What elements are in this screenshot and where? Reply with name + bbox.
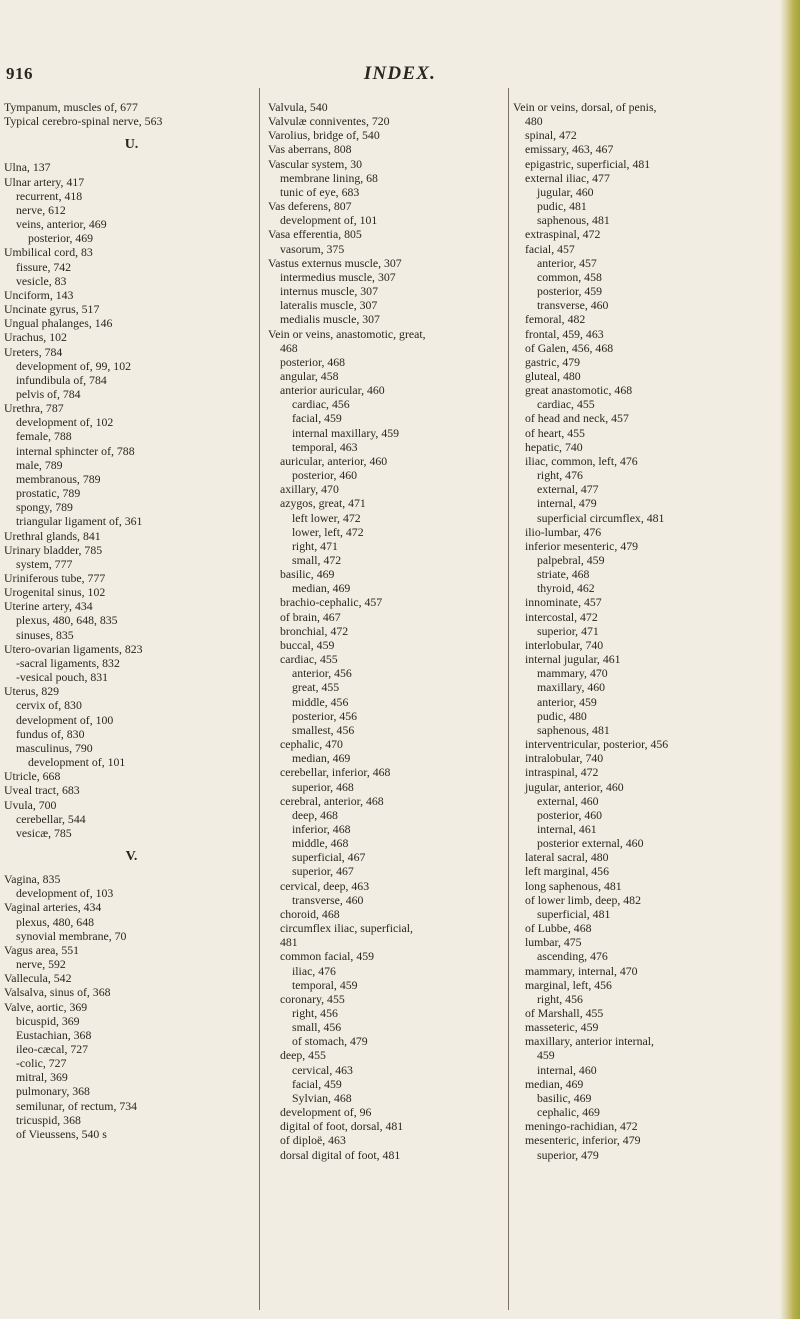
index-subentry: small, 472: [292, 553, 342, 567]
index-entry: Ulnar artery, 417: [4, 174, 85, 189]
index-subentry: nerve, 612: [16, 202, 66, 217]
index-subentry: mammary, 470: [537, 666, 608, 681]
index-subentry: femoral, 482: [525, 312, 586, 327]
index-subentry: nerve, 592: [16, 957, 66, 972]
index-subentry: masculinus, 790: [16, 740, 93, 755]
index-subentry: posterior, 468: [280, 354, 346, 369]
index-subentry: right, 456: [537, 991, 583, 1006]
index-subentry: cardiac, 455: [280, 652, 338, 667]
index-entry: Vagus area, 551: [4, 942, 80, 957]
index-subentry: internal, 479: [537, 496, 597, 511]
index-subentry: lateral sacral, 480: [525, 850, 609, 865]
index-subentry: internal, 461: [537, 821, 597, 836]
index-subentry: development of, 99, 102: [16, 358, 131, 373]
index-subentry: semilunar, of rectum, 734: [16, 1098, 138, 1113]
index-subentry: cephalic, 470: [280, 737, 343, 752]
index-subentry: internal maxillary, 459: [292, 425, 400, 440]
index-column-3: [513, 100, 765, 1162]
index-entry: Ulna, 137: [4, 160, 51, 175]
index-subentry: of lower limb, deep, 482: [525, 892, 641, 907]
index-subentry: iliac, 476: [292, 963, 336, 978]
index-subentry: posterior, 469: [28, 231, 94, 246]
index-subentry: sinuses, 835: [16, 627, 74, 642]
index-subentry: vasorum, 375: [280, 241, 345, 256]
index-subentry: maxillary, anterior internal,: [525, 1034, 654, 1049]
index-subentry: vesicæ, 785: [16, 825, 72, 840]
index-entry: Uterine artery, 434: [4, 599, 93, 614]
index-subentry: left marginal, 456: [525, 864, 609, 879]
index-subentry: ilio-lumbar, 476: [525, 524, 602, 539]
index-entry: Vas deferens, 807: [268, 199, 352, 214]
index-subentry: superior, 468: [292, 779, 354, 794]
index-subentry: facial, 457: [525, 241, 575, 256]
index-subentry: triangular ligament of, 361: [16, 514, 143, 529]
index-subentry: of Galen, 456, 468: [525, 340, 614, 355]
index-subentry: intralobular, 740: [525, 751, 604, 766]
index-subentry: temporal, 463: [292, 439, 358, 454]
index-subentry: great anastomotic, 468: [525, 383, 633, 398]
index-entry: Vein or veins, anastomotic, great,: [268, 326, 426, 341]
index-subentry: development of, 101: [280, 213, 378, 228]
index-entry: Uveal tract, 683: [4, 783, 80, 798]
index-subentry: cephalic, 469: [537, 1105, 600, 1120]
index-entry: Vaginal arteries, 434: [4, 900, 102, 915]
index-subentry: azygos, great, 471: [280, 496, 366, 511]
index-subentry: right, 456: [292, 1006, 338, 1020]
index-subentry: of head and neck, 457: [525, 411, 629, 426]
index-subentry: angular, 458: [280, 368, 339, 383]
index-subentry: spongy, 789: [16, 500, 73, 515]
index-subentry: buccal, 459: [280, 637, 335, 652]
index-entry: Vallecula, 542: [4, 971, 72, 986]
index-entry: Vein or veins, dorsal, of penis,: [513, 100, 657, 114]
index-entry: Ureters, 784: [4, 344, 63, 359]
index-subentry: external, 460: [537, 793, 599, 808]
index-subentry: circumflex iliac, superficial,: [280, 921, 413, 936]
index-subentry: plexus, 480, 648: [16, 914, 94, 929]
index-subentry: intermedius muscle, 307: [280, 269, 396, 284]
index-subentry: cervical, 463: [292, 1062, 353, 1077]
page-edge: [780, 0, 800, 1319]
index-subentry: -vesical pouch, 831: [16, 670, 109, 685]
index-subentry: vesicle, 83: [16, 273, 67, 288]
index-subentry: cerebral, anterior, 468: [280, 793, 384, 808]
index-subentry: middle, 456: [292, 694, 349, 709]
index-subentry: digital of foot, dorsal, 481: [280, 1119, 404, 1134]
index-subentry: system, 777: [16, 556, 73, 571]
index-subentry: development of, 102: [16, 415, 114, 430]
column-rule: [508, 88, 509, 1310]
page-number: 916: [6, 64, 33, 83]
index-subentry: masseteric, 459: [525, 1020, 599, 1035]
index-subentry: median, 469: [292, 581, 351, 596]
index-entry: Urethra, 787: [4, 401, 64, 416]
index-entry: Typical cerebro-spinal nerve, 563: [4, 114, 163, 129]
index-subentry: recurrent, 418: [16, 188, 83, 203]
index-entry: Urachus, 102: [4, 330, 67, 345]
index-subentry: palpebral, 459: [537, 553, 605, 567]
index-subentry: of Lubbe, 468: [525, 921, 592, 936]
index-entry: Valve, aortic, 369: [4, 999, 88, 1014]
index-subentry: median, 469: [292, 751, 351, 766]
index-subentry: epigastric, superficial, 481: [525, 156, 651, 171]
index-subentry: cardiac, 456: [292, 397, 350, 412]
index-subentry: Sylvian, 468: [292, 1090, 352, 1105]
index-subentry: male, 789: [16, 457, 63, 472]
index-subentry: cardiac, 455: [537, 397, 595, 412]
index-subentry: right, 476: [537, 468, 583, 483]
index-subentry: inferior mesenteric, 479: [525, 538, 639, 553]
index-entry: Utero-ovarian ligaments, 823: [4, 641, 143, 656]
index-subentry: gastric, 479: [525, 354, 581, 369]
index-subentry: intercostal, 472: [525, 609, 598, 624]
index-letter-heading: V.: [125, 848, 138, 864]
index-subentry: basilic, 469: [537, 1090, 592, 1105]
index-subentry: jugular, anterior, 460: [525, 779, 624, 794]
index-subentry: of Marshall, 455: [525, 1006, 604, 1020]
index-entry: Valsalva, sinus of, 368: [4, 985, 111, 1000]
index-subentry: superior, 479: [537, 1147, 599, 1162]
index-subentry: -colic, 727: [16, 1056, 67, 1071]
index-subentry: plexus, 480, 648, 835: [16, 613, 118, 628]
index-subentry: internal sphincter of, 788: [16, 443, 135, 458]
index-subentry: development of, 96: [280, 1105, 372, 1120]
index-subentry: facial, 459: [292, 411, 342, 426]
index-subentry: median, 469: [525, 1076, 584, 1091]
index-subentry: facial, 459: [292, 1076, 342, 1091]
index-entry: Uncinate gyrus, 517: [4, 302, 100, 317]
index-subentry: coronary, 455: [280, 991, 345, 1006]
index-entry: Varolius, bridge of, 540: [268, 128, 380, 143]
index-subentry: anterior, 459: [537, 694, 597, 709]
index-subentry: transverse, 460: [537, 298, 609, 313]
index-subentry: posterior, 460: [292, 468, 358, 483]
index-subentry: intraspinal, 472: [525, 765, 599, 780]
index-subentry: mitral, 369: [16, 1070, 68, 1085]
index-entry: Urinary bladder, 785: [4, 542, 103, 557]
index-entry: Unciform, 143: [4, 287, 74, 302]
index-subentry: innominate, 457: [525, 595, 602, 610]
index-subentry: bicuspid, 369: [16, 1013, 80, 1028]
index-subentry: prostatic, 789: [16, 486, 81, 501]
index-subentry: smallest, 456: [292, 722, 355, 737]
index-subentry: -sacral ligaments, 832: [16, 655, 120, 670]
index-subentry: mammary, internal, 470: [525, 963, 638, 978]
index-subentry: anterior auricular, 460: [280, 383, 385, 398]
index-subentry: bronchial, 472: [280, 623, 349, 638]
index-subentry: common facial, 459: [280, 949, 375, 964]
index-subentry: 459: [537, 1048, 555, 1063]
index-subentry: tricuspid, 368: [16, 1112, 81, 1127]
index-subentry: development of, 103: [16, 886, 114, 901]
index-subentry: cerebellar, 544: [16, 811, 86, 826]
index-subentry: temporal, 459: [292, 977, 358, 992]
index-entry: Vastus externus muscle, 307: [268, 255, 402, 270]
index-subentry: membranous, 789: [16, 471, 101, 486]
column-rule: [259, 88, 260, 1310]
index-subentry: long saphenous, 481: [525, 878, 622, 893]
index-subentry: lumbar, 475: [525, 935, 582, 950]
index-subentry: Eustachian, 368: [16, 1027, 92, 1042]
index-subentry: basilic, 469: [280, 567, 335, 582]
index-subentry: pulmonary, 368: [16, 1084, 90, 1099]
index-entry: Umbilical cord, 83: [4, 245, 93, 260]
index-subentry: internal, 460: [537, 1062, 597, 1077]
index-entry: Vas aberrans, 808: [268, 142, 352, 157]
index-subentry: lateralis muscle, 307: [280, 298, 378, 313]
index-subentry: saphenous, 481: [537, 722, 610, 737]
index-subentry: posterior, 459: [537, 284, 603, 299]
index-subentry: internus muscle, 307: [280, 284, 378, 299]
index-subentry: inferior, 468: [292, 821, 351, 836]
index-subentry: emissary, 463, 467: [525, 142, 614, 157]
index-subentry: frontal, 459, 463: [525, 326, 604, 341]
index-column-2: [268, 100, 506, 1162]
index-subentry: of heart, 455: [525, 425, 585, 440]
index-entry: Uterus, 829: [4, 684, 60, 699]
index-subentry: gluteal, 480: [525, 368, 581, 383]
index-entry: Vagina, 835: [4, 872, 61, 887]
index-subentry: deep, 455: [280, 1048, 326, 1063]
index-subentry: external iliac, 477: [525, 170, 610, 185]
index-subentry: striate, 468: [537, 567, 590, 582]
index-subentry: cervix of, 830: [16, 698, 82, 713]
index-subentry: great, 455: [292, 680, 340, 695]
index-subentry: brachio-cephalic, 457: [280, 595, 383, 610]
index-subentry: hepatic, 740: [525, 439, 583, 454]
index-subentry: pudic, 480: [537, 708, 587, 723]
index-entry: Valvula, 540: [268, 100, 328, 114]
index-subentry: iliac, common, left, 476: [525, 453, 638, 468]
index-subentry: superficial, 467: [292, 850, 366, 865]
index-subentry: superficial circumflex, 481: [537, 510, 665, 525]
index-subentry: spinal, 472: [525, 128, 577, 143]
index-subentry: superior, 467: [292, 864, 354, 879]
index-subentry: tunic of eye, 683: [280, 184, 360, 199]
index-subentry: development of, 101: [28, 755, 126, 770]
index-subentry: 481: [280, 935, 298, 950]
index-subentry: superficial, 481: [537, 906, 611, 921]
index-entry: Vasa efferentia, 805: [268, 227, 362, 242]
index-subentry: choroid, 468: [280, 906, 340, 921]
index-subentry: fissure, 742: [16, 259, 72, 274]
index-subentry: middle, 468: [292, 836, 349, 851]
index-entry: Uvula, 700: [4, 797, 57, 812]
index-subentry: maxillary, 460: [537, 680, 606, 695]
index-subentry: 480: [525, 114, 543, 129]
index-entry: Urethral glands, 841: [4, 528, 101, 543]
index-subentry: extraspinal, 472: [525, 227, 601, 242]
index-subentry: infundibula of, 784: [16, 372, 107, 387]
index-subentry: thyroid, 462: [537, 581, 595, 596]
index-subentry: of Vieussens, 540 s: [16, 1126, 107, 1141]
index-entry: Ungual phalanges, 146: [4, 316, 113, 331]
index-entry: Utricle, 668: [4, 769, 61, 784]
index-subentry: fundus of, 830: [16, 726, 85, 741]
index-subentry: female, 788: [16, 429, 72, 444]
index-subentry: posterior external, 460: [537, 836, 644, 851]
index-entry: Vascular system, 30: [268, 156, 363, 171]
index-subentry: external, 477: [537, 482, 599, 497]
index-subentry: of diploë, 463: [280, 1133, 346, 1148]
index-subentry: auricular, anterior, 460: [280, 453, 388, 468]
index-subentry: dorsal digital of foot, 481: [280, 1147, 401, 1162]
index-subentry: interventricular, posterior, 456: [525, 737, 669, 752]
index-subentry: transverse, 460: [292, 892, 364, 907]
index-subentry: pelvis of, 784: [16, 386, 81, 401]
index-subentry: posterior, 460: [537, 807, 603, 822]
index-entry: Uriniferous tube, 777: [4, 571, 106, 585]
index-letter-heading: U.: [124, 137, 139, 153]
index-subentry: superior, 471: [537, 623, 599, 638]
index-subentry: 468: [280, 340, 298, 355]
index-subentry: marginal, left, 456: [525, 977, 612, 992]
index-subentry: common, 458: [537, 269, 602, 284]
index-entry: Tympanum, muscles of, 677: [4, 100, 138, 114]
index-entry: Valvulæ conniventes, 720: [268, 114, 390, 129]
index-subentry: anterior, 457: [537, 255, 597, 270]
index-subentry: interlobular, 740: [525, 637, 604, 652]
index-subentry: of brain, 467: [280, 609, 341, 624]
index-subentry: ascending, 476: [537, 949, 608, 964]
index-subentry: axillary, 470: [280, 482, 339, 497]
index-column-1: [4, 100, 259, 1141]
index-entry: Urogenital sinus, 102: [4, 585, 106, 600]
index-subentry: small, 456: [292, 1020, 342, 1035]
running-head: INDEX.: [363, 63, 437, 84]
index-subentry: meningo-rachidian, 472: [525, 1119, 638, 1134]
index-subentry: internal jugular, 461: [525, 652, 621, 667]
index-subentry: veins, anterior, 469: [16, 217, 107, 232]
index-subentry: pudic, 481: [537, 199, 587, 214]
index-subentry: membrane lining, 68: [280, 170, 378, 185]
index-subentry: cervical, deep, 463: [280, 878, 370, 893]
index-subentry: of stomach, 479: [292, 1034, 368, 1049]
index-subentry: lower, left, 472: [292, 524, 364, 539]
index-subentry: mesenteric, inferior, 479: [525, 1133, 641, 1148]
index-subentry: right, 471: [292, 538, 338, 553]
index-subentry: left lower, 472: [292, 510, 361, 525]
index-subentry: anterior, 456: [292, 666, 352, 681]
index-subentry: development of, 100: [16, 712, 114, 727]
index-subentry: saphenous, 481: [537, 213, 610, 228]
index-subentry: posterior, 456: [292, 708, 358, 723]
index-subentry: jugular, 460: [537, 184, 594, 199]
index-subentry: medialis muscle, 307: [280, 312, 380, 327]
index-subentry: synovial membrane, 70: [16, 928, 127, 943]
index-subentry: cerebellar, inferior, 468: [280, 765, 391, 780]
index-subentry: deep, 468: [292, 807, 338, 822]
index-subentry: ileo-cæcal, 727: [16, 1042, 89, 1056]
